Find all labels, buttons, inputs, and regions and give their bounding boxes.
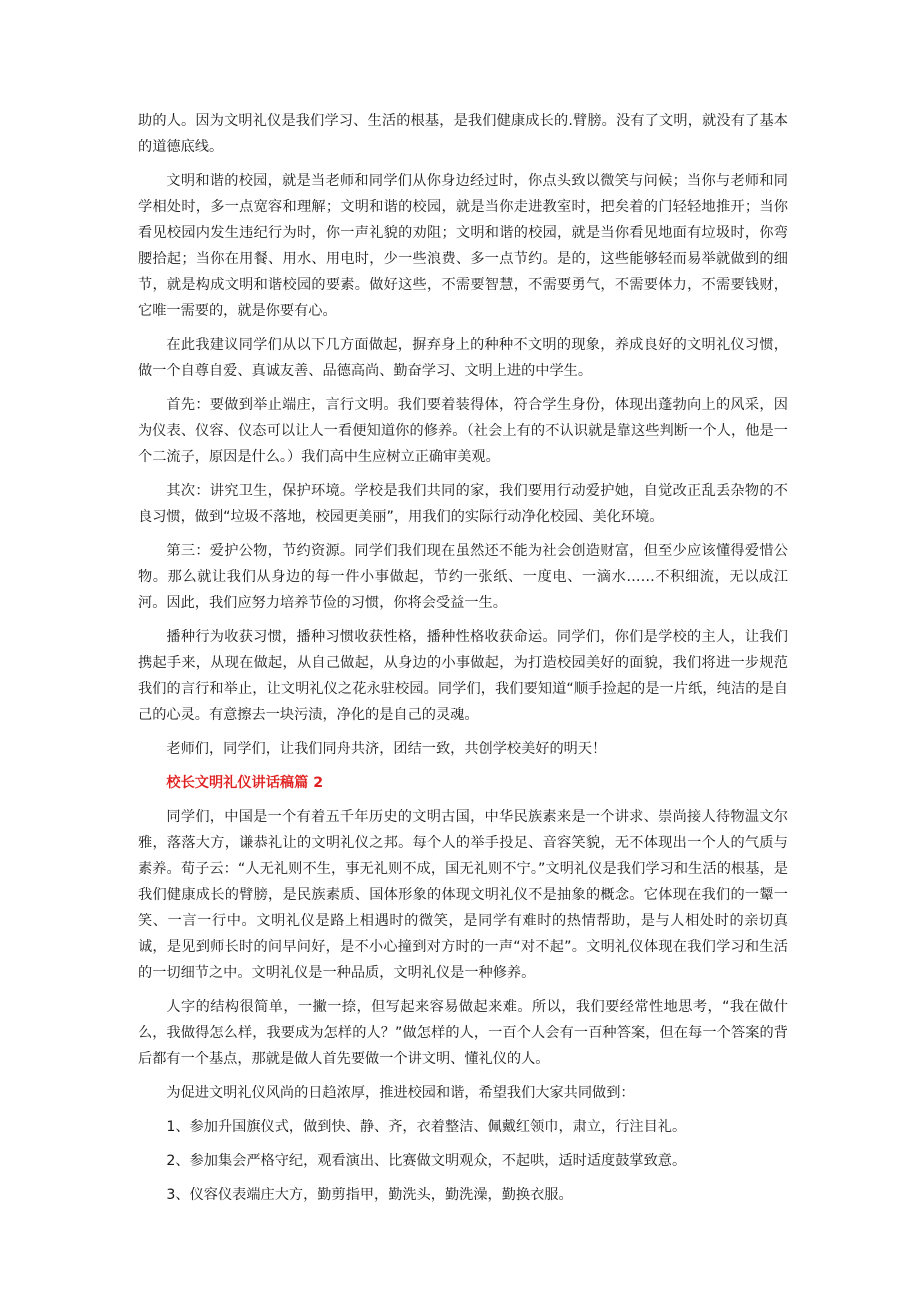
paragraph: 文明和谐的校园，就是当老师和同学们从你身边经过时，你点头致以微笑与问候；当你与老师和同学相处时，多一点宽容和理解；文明和谐的校园，就是当你走进教室时，把矣着的门轻轻地推开；当你看见校园内发生违纪行为时，你一声礼貌的劝阻；文明和谐的校园，就是当你看见地面有垃圾时，你弯腰拾起；当你在用餐、用水、用电时，少一些浪费、多一点节约。是的，这些能够轻而易举就做到的细节，就是构成文明和谐校园的要素。做好这些，不需要智慧，不需要勇气，不需要体力，不需要钱财，它唯一需要的，就是你要有心。 [138, 173, 788, 319]
paragraph: 老师们，同学们，让我们同舟共济，团结一致，共创学校美好的明天！ [166, 741, 607, 757]
paragraph: 同学们，中国是一个有着五千年历史的文明古国，中华民族素来是一个讲求、崇尚接人待物温文尔雅，落落大方，谦恭礼让的文明礼仪之邦。每个人的举手投足、音容笑貌，无不体现出一个人的气质与素养。荀子云：“人无礼则不生，事无礼则不成，国无礼则不宁。”文明礼仪是我们学习和生活的根基，是我们健康成长的臂膀，是民族素质、国体形象的体现文明礼仪不是抽象的概念。它体现在我们的一颦一笑、一言一行中。文明礼仪是路上相遇时的微笑，是同学有难时的热情帮助，是与人相处时的亲切真诚，是见到师长时的问早问好，是不小心撞到对方时的一声“对不起”。文明礼仪体现在我们学习和生活的一切细节之中。文明礼仪是一种品质，文明礼仪是一种修养。 [138, 809, 788, 981]
document-page [138, 108, 788, 1216]
paragraph: 为促进文明礼仪风尚的日趋浓厚，推进校园和谐，希望我们大家共同做到： [166, 1085, 635, 1101]
paragraph: 播种行为收获习惯，播种习惯收获性格，播种性格收获命运。同学们，你们是学校的主人，让我们携起手来，从现在做起，从自己做起，从身边的小事做起，为打造校园美好的面貌，我们将进一步规范我们的言行和举止，让文明礼仪之花永驻校园。同学们，我们要知道“顺手捡起的是一片纸，纯洁的是自己的心灵。有意擦去一块污渍，净化的是自己的灵魂。 [138, 629, 788, 723]
paragraph: 人字的结构很简单，一撇一捺，但写起来容易做起来难。所以，我们要经常性地思考，“我在做什么，我做得怎么样，我要成为怎样的人？”做怎样的人，一百个人会有一百种答案，但在每一个答案的背后都有一个基点，那就是做人首先要做一个讲文明、懂礼仪的人。 [138, 999, 788, 1067]
paragraph: 首先：要做到举止端庄，言行文明。我们要着装得体，符合学生身份，体现出蓬勃向上的风采，因为仪表、仪容、仪态可以让人一看便知道你的修养。（社会上有的不认识就是靠这些判断一个人，他是一个二流子，原因是什么。）我们高中生应树立正确审美观。 [138, 397, 788, 465]
paragraph: 第三：爱护公物，节约资源。同学们我们现在虽然还不能为社会创造财富，但至少应该懂得爱惜公物。那么就让我们从身边的每一件小事做起，节约一张纸、一度电、一滴水……不积细流，无以成江河。因此，我们应努力培养节俭的习惯，你将会受益一生。 [138, 543, 788, 611]
list-item: 3、仪容仪表端庄大方，勤剪指甲，勤洗头，勤洗澡，勤换衣服。 [166, 1187, 573, 1203]
paragraph: 其次：讲究卫生，保护环境。学校是我们共同的家，我们要用行动爱护她，自觉改正乱丢杂物的不良习惯，做到“垃圾不落地，校园更美丽”，用我们的实际行动净化校园、美化环境。 [138, 483, 788, 525]
section-heading: 校长文明礼仪讲话稿篇 2 [166, 775, 324, 791]
paragraph: 助的人。因为文明礼仪是我们学习、生活的根基，是我们健康成长的.臂膀。没有了文明，就没有了基本的道德底线。 [138, 113, 788, 155]
list-item: 2、参加集会严格守纪，观看演出、比赛做文明观众，不起哄，适时适度鼓掌致意。 [166, 1153, 687, 1169]
paragraph: 在此我建议同学们从以下几方面做起，摒弃身上的种种不文明的现象，养成良好的文明礼仪习惯，做一个自尊自爱、真诚友善、品德高尚、勤奋学习、文明上进的中学生。 [138, 337, 788, 379]
list-item: 1、参加升国旗仪式，做到快、静、齐，衣着整洁、佩戴红领巾，肃立，行注目礼。 [166, 1119, 687, 1135]
